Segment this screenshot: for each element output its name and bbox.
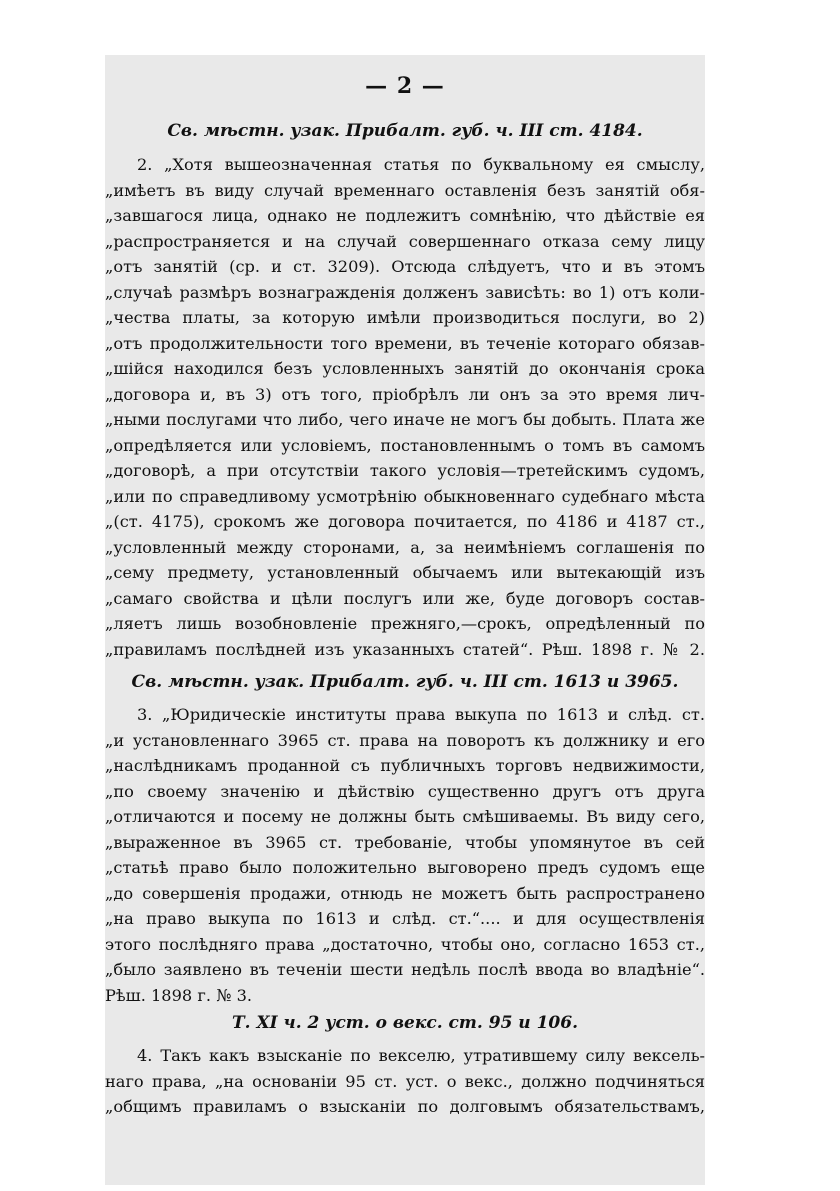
text-line: „чества платы, за которую имѣли производиться послуги, во 2) (105, 308, 705, 327)
text-line: „самаго свойства и цѣли послугъ или же, буде договоръ состав- (105, 588, 705, 608)
text-line: „завшагося лица, однако не подлежитъ сомнѣнію, что дѣйствіе ея (105, 206, 705, 225)
text-line: „сему предмету, установленный обычаемъ или вытекающій изъ (105, 563, 705, 582)
text-line: „правиламъ послѣдней изъ указанныхъ статей“. Рѣш. 1898 г. № 2. (105, 639, 705, 659)
text-line: „договорѣ, а при отсутствіи такого условія—третейскимъ судомъ, (105, 461, 705, 480)
text-line: „было заявлено въ теченіи шести недѣль послѣ ввода во владѣніе“. (105, 960, 705, 979)
section-paragraph (105, 152, 705, 662)
section-heading: Т. XI ч. 2 уст. о векс. ст. 95 и 106. (232, 1013, 578, 1033)
text-line: 4. Такъ какъ взысканіе по векселю, утратившему силу вексель- (137, 1046, 705, 1065)
text-line: „отъ занятій (ср. и ст. 3209). Отсюда слѣдуетъ, что и въ этомъ (105, 257, 705, 276)
text-line: „статьѣ право было положительно выговорено предъ судомъ еще (105, 858, 705, 877)
text-line: „опредѣляется или условіемъ, постановленнымъ о томъ въ самомъ (105, 435, 705, 455)
scanned-page (105, 55, 705, 1185)
section-heading: Св. мѣстн. узак. Прибалт. губ. ч. III ст. 1613 и 3965. (131, 672, 679, 692)
text-line: „распространяется и на случай совершеннаго отказа сему лицу (105, 231, 705, 251)
text-line: „ляетъ лишь возобновленіе прежняго,—срокъ, опредѣленный по (105, 614, 705, 633)
text-line: „на право выкупа по 1613 и слѣд. ст.“.... и для осуществленія (105, 909, 705, 928)
section-paragraph (105, 702, 705, 1008)
text-line: „или по справедливому усмотрѣнію обыкновеннаго судебнаго мѣста (105, 486, 705, 506)
text-line: „(ст. 4175), срокомъ же договора почитается, по 4186 и 4187 ст., (105, 512, 705, 531)
text-line: „шійся находился безъ условленныхъ занятій до окончанія срока (105, 359, 705, 378)
text-line: этого послѣдняго права „достаточно, чтобы оно, согласно 1653 ст., (105, 934, 705, 954)
text-line: Рѣш. 1898 г. № 3. (105, 985, 253, 1005)
text-line: „наслѣдникамъ проданной съ публичныхъ торговъ недвижимости, (105, 756, 705, 775)
text-line: 2. „Хотя вышеозначенная статья по буквальному ея смыслу, (137, 155, 705, 174)
text-line: „по своему значенію и дѣйствію существенно другъ отъ друга (105, 781, 705, 801)
text-line: „общимъ правиламъ о взысканіи по долговымъ обязательствамъ, (105, 1097, 705, 1116)
section-heading: Св. мѣстн. узак. Прибалт. губ. ч. III ст. 4184. (167, 121, 643, 141)
text-line: „отличаются и посему не должны быть смѣшиваемы. Въ виду сего, (105, 807, 705, 826)
text-line: „случаѣ размѣръ вознагражденія долженъ зависѣть: во 1) отъ коли- (105, 282, 705, 302)
text-line: „отъ продолжительности того времени, въ теченіе котораго обязав- (105, 333, 705, 353)
text-line: „имѣетъ въ виду случай временнаго оставленія безъ занятій обя- (105, 180, 705, 200)
text-line: 3. „Юридическіе институты права выкупа по 1613 и слѣд. ст. (137, 705, 705, 724)
text-line: „до совершенія продажи, отнюдь не можетъ быть распространено (105, 883, 705, 903)
text-line: „условленный между сторонами, а, за неимѣніемъ соглашенія по (105, 537, 705, 557)
text-line: наго права, „на основаніи 95 ст. уст. о векс., должно подчиняться (105, 1071, 705, 1091)
section-paragraph (105, 1043, 705, 1120)
text-line: „договора и, въ 3) отъ того, пріобрѣлъ ли онъ за это время лич- (105, 384, 705, 404)
text-line: „выраженное въ 3965 ст. требованіе, чтобы упомянутое въ сей (105, 832, 705, 852)
text-line: „и установленнаго 3965 ст. права на поворотъ къ должнику и его (105, 730, 705, 750)
text-line: „ными послугами что либо, чего иначе не могъ бы добыть. Плата же (105, 410, 705, 429)
page-number: — 2 — (365, 73, 445, 99)
